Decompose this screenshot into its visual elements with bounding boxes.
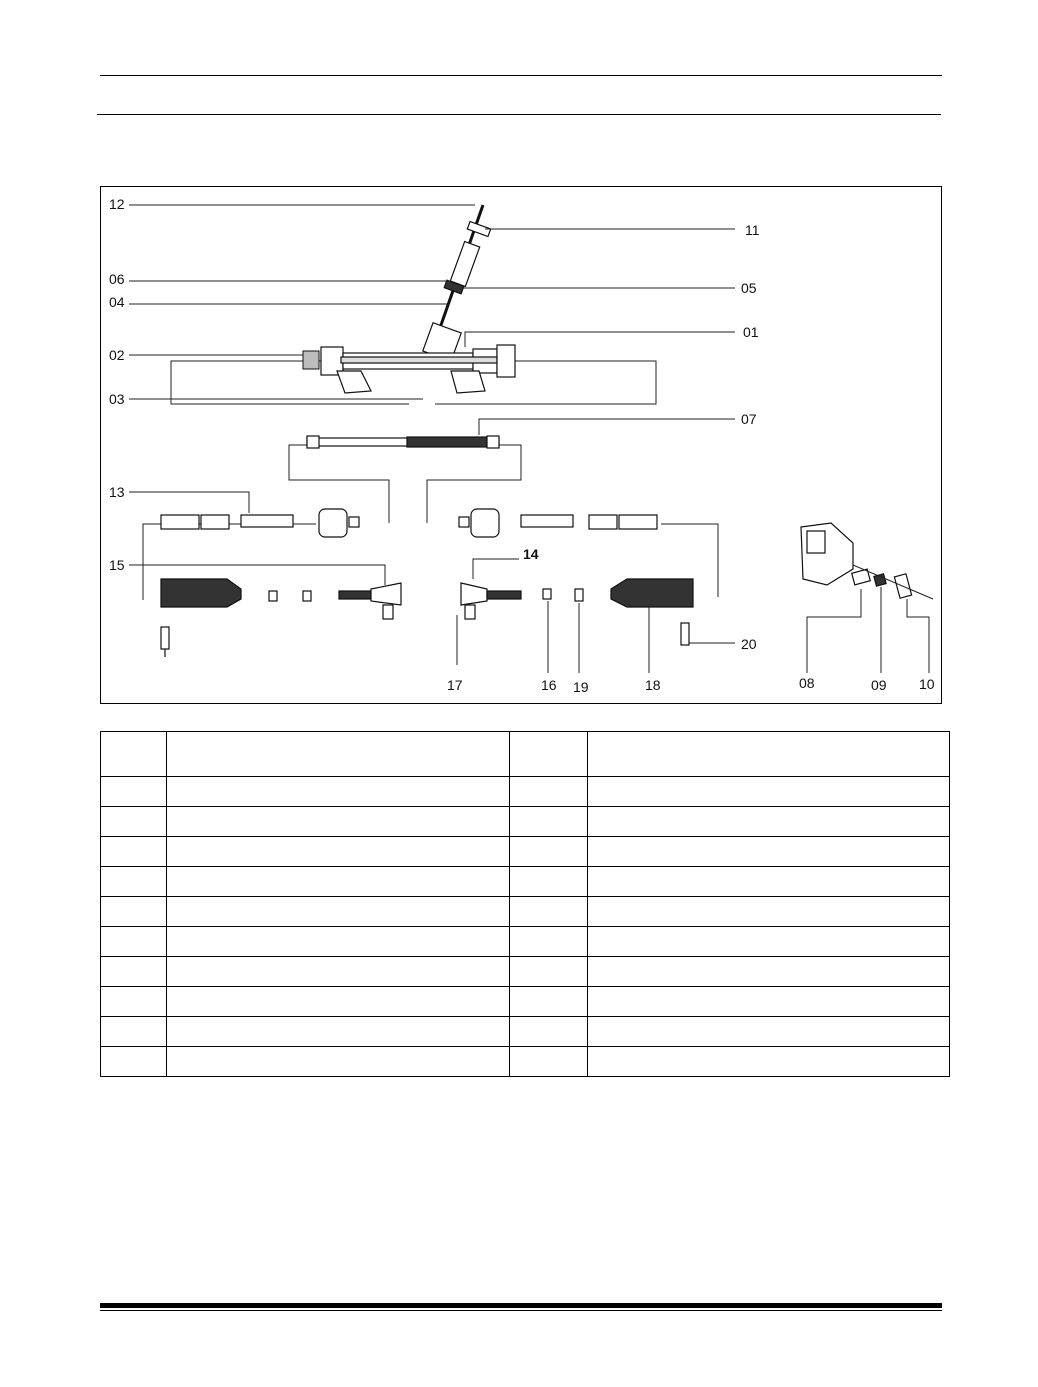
- callout-19: 19: [573, 679, 589, 695]
- table-row: [101, 987, 950, 1017]
- boot-right: [611, 579, 693, 645]
- callout-05: 05: [741, 280, 757, 296]
- callout-17: 17: [447, 677, 463, 693]
- callout-06: 06: [109, 271, 125, 287]
- parts-list-table: [100, 731, 950, 1077]
- footer-rule-thick: [100, 1303, 942, 1308]
- leader-08: [807, 589, 861, 673]
- callout-14: 14: [523, 546, 539, 562]
- callout-02: 02: [109, 347, 125, 363]
- leader-13: [129, 492, 249, 513]
- leader-14: [473, 559, 519, 579]
- callout-12: 12: [109, 196, 125, 212]
- callout-20: 20: [741, 636, 757, 652]
- table-row: [101, 777, 950, 807]
- callout-03: 03: [109, 391, 125, 407]
- callout-15: 15: [109, 557, 125, 573]
- table-header-row: [101, 732, 950, 777]
- header-no-right: [510, 732, 588, 777]
- callout-18: 18: [645, 677, 661, 693]
- small-parts-right: [543, 589, 583, 601]
- boot-left: [161, 579, 241, 657]
- outer-tie-rod-end-right: [461, 583, 521, 619]
- frame-mid-left: [289, 445, 411, 523]
- header-rule-top: [100, 75, 942, 76]
- header-name-right: [588, 732, 950, 777]
- adjuster-detail: [801, 523, 933, 599]
- inner-tie-rod-left: [161, 509, 359, 537]
- table-row: [101, 867, 950, 897]
- footer-rule-thin: [100, 1310, 942, 1311]
- callout-13: 13: [109, 484, 125, 500]
- callout-11: 11: [745, 222, 760, 238]
- pinion-shaft: [423, 205, 491, 365]
- header-no-left: [101, 732, 167, 777]
- header-name-left: [167, 732, 510, 777]
- leader-07: [479, 419, 735, 435]
- small-parts-left: [269, 591, 371, 601]
- callout-01: 01: [743, 324, 759, 340]
- header-rule-bottom: [97, 114, 941, 115]
- callout-07: 07: [741, 411, 757, 427]
- table-row: [101, 957, 950, 987]
- table-row: [101, 837, 950, 867]
- outer-tie-rod-end-left: [371, 583, 401, 619]
- table-row: [101, 927, 950, 957]
- rack-bar: [307, 436, 499, 448]
- callout-16: 16: [541, 677, 557, 693]
- callout-09: 09: [871, 677, 887, 693]
- steering-gear-exploded-diagram: [100, 186, 942, 704]
- table-row: [101, 1017, 950, 1047]
- diagram-canvas: [101, 187, 943, 705]
- gear-housing: [303, 345, 515, 393]
- callout-10: 10: [919, 676, 935, 692]
- leader-10: [907, 599, 929, 673]
- inner-tie-rod-right: [459, 509, 657, 537]
- table-row: [101, 897, 950, 927]
- callout-04: 04: [109, 294, 125, 310]
- callout-08: 08: [799, 675, 815, 691]
- table-row: [101, 1047, 950, 1077]
- table-row: [101, 807, 950, 837]
